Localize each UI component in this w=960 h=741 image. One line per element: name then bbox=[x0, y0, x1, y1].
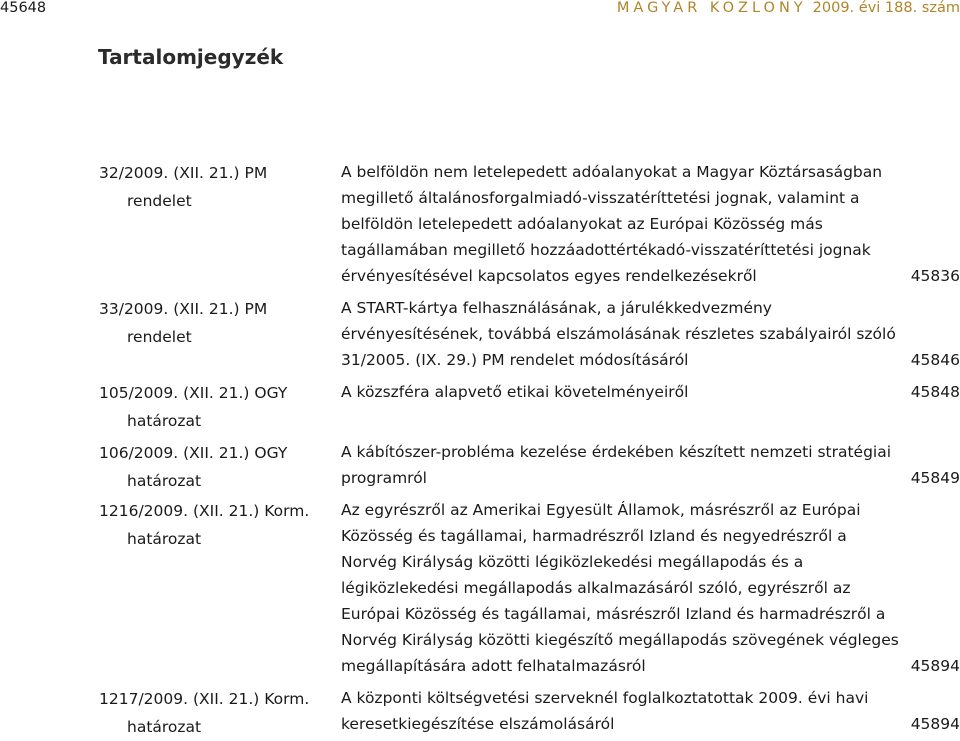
entry-reference bbox=[99, 685, 310, 741]
running-header bbox=[617, 0, 960, 17]
entry-reference bbox=[99, 159, 299, 215]
entry-page-number: 45846 bbox=[910, 351, 960, 369]
entry-title: A központi költségvetési szerveknél foglalkoztatottak 2009. évi havi keresetkiegészítése elszámolásáról bbox=[341, 689, 869, 733]
entry-title: A START-kártya felhasználásának, a járulékkedvezmény érvényesítésének, továbbá elszámolásának részletes szabályairól szóló 31/2005. (IX. 29.) PM rendelet módosításáról bbox=[341, 299, 896, 369]
toc-entry bbox=[0, 295, 960, 373]
entry-title: A közszféra alapvető etikai követelményeiről bbox=[341, 383, 689, 401]
toc-entry bbox=[0, 497, 960, 679]
entry-title: A kábítószer-probléma kezelése érdekében készített nemzeti stratégiai programról bbox=[341, 443, 892, 487]
toc-entry bbox=[0, 685, 960, 737]
entry-number: 105/2009. (XII. 21.) OGY bbox=[99, 384, 288, 402]
entry-number: 1217/2009. (XII. 21.) Korm. bbox=[99, 690, 310, 708]
entry-reference bbox=[99, 379, 299, 435]
page-number: 45648 bbox=[0, 0, 47, 16]
entry-kind: rendelet bbox=[127, 328, 192, 346]
entry-number: 106/2009. (XII. 21.) OGY bbox=[99, 444, 288, 462]
entry-kind: határozat bbox=[127, 472, 202, 490]
toc-entry bbox=[0, 159, 960, 289]
entry-reference bbox=[99, 439, 299, 495]
entry-page-number: 45894 bbox=[910, 715, 960, 733]
entry-kind: határozat bbox=[127, 718, 202, 736]
entry-title: A belföldön nem letelepedett adóalanyokat a Magyar Köztársaságban megillető általánosforgalmiadó-visszatéríttetési jognak, valamint a belföldön letelepedett adóalanyokat az Európai Közösség más tagállamában megillető hozzáadottértékadó-visszatéríttetési jognak érvényesítésével kapcsolatos egyes rendelkezésekről bbox=[341, 163, 883, 285]
toc-title: Tartalomjegyzék bbox=[98, 45, 284, 69]
entry-kind: rendelet bbox=[127, 192, 192, 210]
entry-number: 32/2009. (XII. 21.) PM bbox=[99, 164, 268, 182]
entry-number: 1216/2009. (XII. 21.) Korm. bbox=[99, 502, 310, 520]
entry-title: Az egyrészről az Amerikai Egyesült Államok, másrészről az Európai Közösség és tagállamai, harmadrészről Izland és negyedrészről a Norvég Királyság közötti légiközlekedési megállapodás és a légiközlekedési megállapodás alkalmazásáról szóló, egyrészről az Európai Közösség és tagállamai, másrészről Izland és harmadrészről a Norvég Királyság közötti kiegészítő megállapodás szövegének végleges megállapítására adott felhatalmazásról bbox=[341, 501, 899, 675]
issue-label: 2009. évi 188. szám bbox=[812, 0, 960, 16]
entry-kind: határozat bbox=[127, 530, 202, 548]
entry-page-number: 45849 bbox=[910, 469, 960, 487]
entry-page-number: 45836 bbox=[910, 267, 960, 285]
journal-name: MAGYAR KÖZLÖNY bbox=[616, 0, 807, 16]
toc-entry bbox=[0, 439, 960, 491]
entry-reference bbox=[99, 295, 299, 351]
toc-list bbox=[0, 159, 960, 737]
entry-kind: határozat bbox=[127, 412, 202, 430]
entry-number: 33/2009. (XII. 21.) PM bbox=[99, 300, 268, 318]
toc-entry bbox=[0, 379, 960, 433]
entry-page-number: 45894 bbox=[910, 657, 960, 675]
entry-page-number: 45848 bbox=[910, 383, 960, 401]
entry-reference bbox=[99, 497, 310, 553]
